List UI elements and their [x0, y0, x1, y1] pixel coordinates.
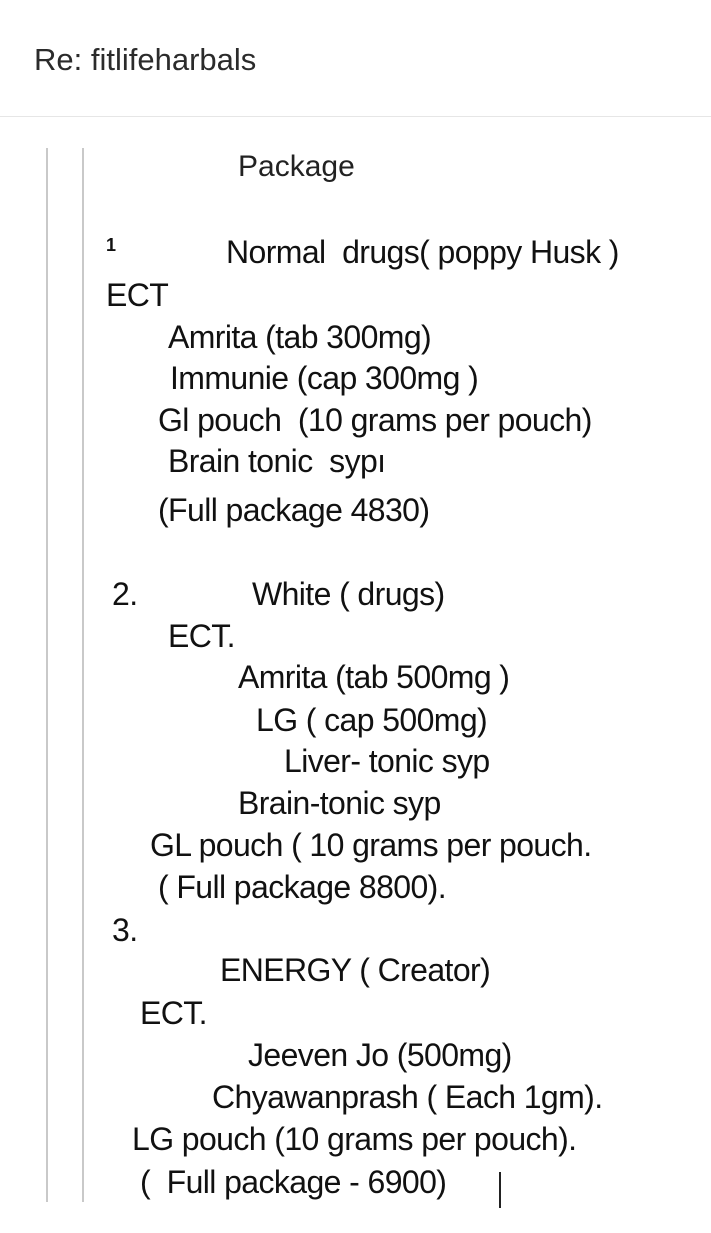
item-2-number: 2. — [112, 576, 138, 612]
item-3-number: 3. — [112, 912, 138, 948]
item-3-line-1: Jeeven Jo (500mg) — [248, 1037, 512, 1073]
text-cursor — [499, 1172, 501, 1208]
item-1-line-1: Amrita (tab 300mg) — [168, 319, 432, 355]
item-2-line-2: LG ( cap 500mg) — [256, 702, 488, 738]
item-3-line-2: Chyawanprash ( Each 1gm). — [212, 1079, 603, 1115]
item-3-package: ( Full package - 6900) — [140, 1164, 447, 1200]
item-2-name: White ( drugs) — [252, 576, 445, 612]
email-subject: Re: fitlifeharbals — [34, 42, 257, 77]
item-1-line-3: Gl pouch (10 grams per pouch) — [158, 402, 592, 438]
item-2-line-1: Amrita (tab 500mg ) — [238, 659, 510, 695]
item-1-package: (Full package 4830) — [158, 492, 430, 528]
item-2-line-5: GL pouch ( 10 grams per pouch. — [150, 827, 592, 863]
item-1-line-4: Brain tonic sypı — [168, 443, 386, 479]
item-3-line-3: LG pouch (10 grams per pouch). — [132, 1121, 577, 1157]
item-3-ect: ECT. — [140, 995, 207, 1031]
item-1-name: Normal drugs( poppy Husk ) — [226, 234, 619, 270]
package-title: Package — [238, 150, 355, 183]
item-1-number: 1 — [106, 235, 116, 255]
item-2-package: ( Full package 8800). — [158, 869, 447, 905]
item-2-line-4: Brain-tonic syp — [238, 785, 441, 821]
item-1-ect: ECT — [106, 277, 169, 313]
item-3-name: ENERGY ( Creator) — [220, 952, 491, 988]
item-2-line-3: Liver- tonic syp — [284, 743, 490, 779]
item-1-line-2: Immunie (cap 300mg ) — [170, 360, 479, 396]
item-2-ect: ECT. — [168, 618, 235, 654]
